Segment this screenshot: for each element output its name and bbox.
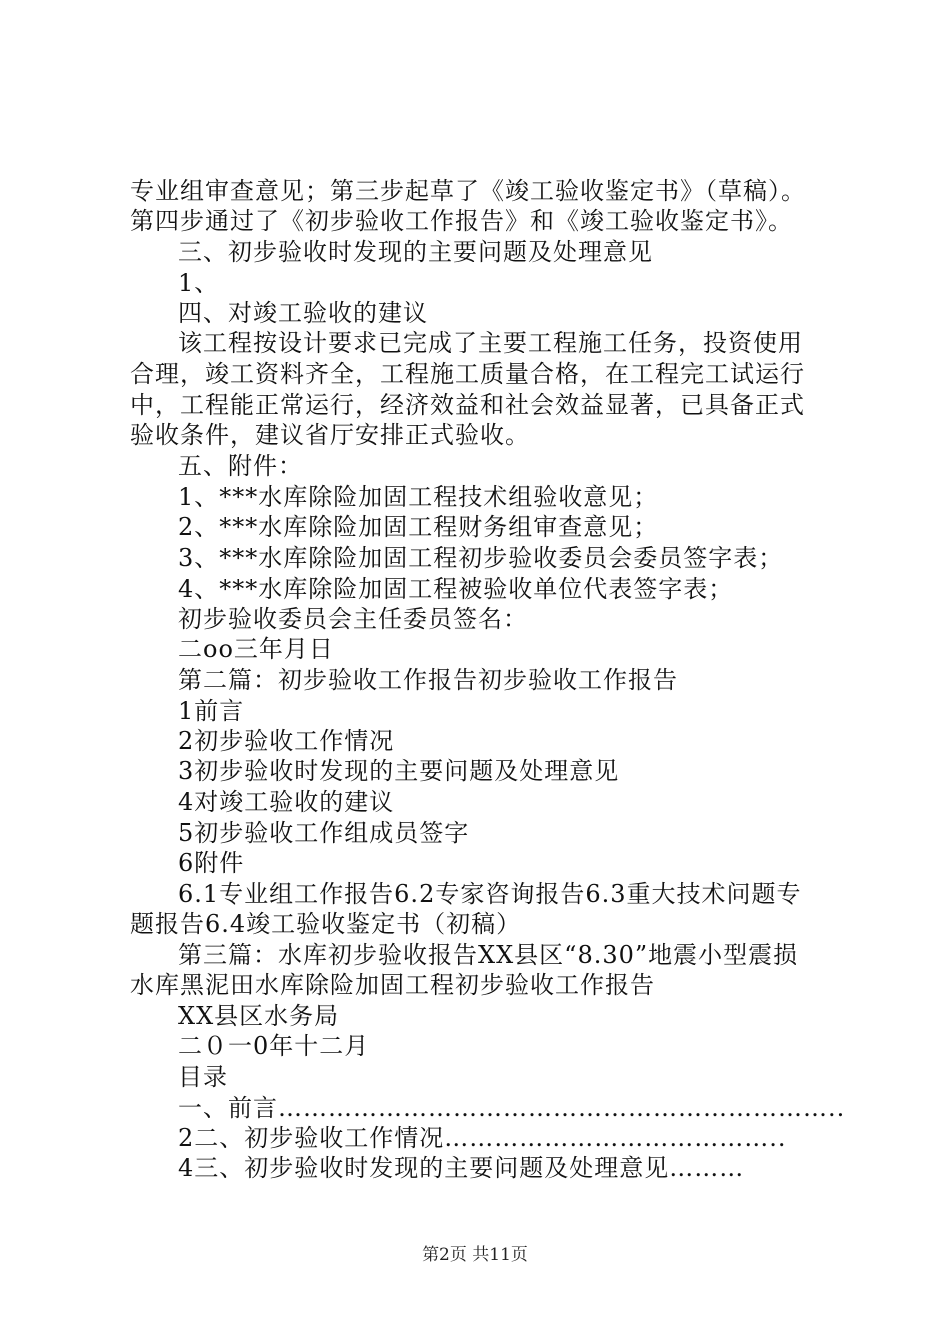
text-line: 1、 [178,269,220,297]
list-item: 6附件 [178,849,245,877]
list-item: 2、***水库除险加固工程财务组审查意见； [178,513,659,541]
text-line: 验收条件，建议省厅安排正式验收。 [130,421,530,449]
section-heading: 三、初步验收时发现的主要问题及处理意见 [178,238,653,266]
toc-item: 4三、初步验收时发现的主要问题及处理意见……… [178,1154,745,1182]
list-item: 4、***水库除险加固工程被验收单位代表签字表； [178,575,734,603]
list-item: 3初步验收时发现的主要问题及处理意见 [178,757,620,785]
list-item: 1、***水库除险加固工程技术组验收意见； [178,483,659,511]
toc-heading: 目录 [178,1063,228,1091]
text-line: XX县区水务局 [178,1002,340,1030]
text-line: 专业组审查意见；第三步起草了《竣工验收鉴定书》（草稿）。 [130,177,806,205]
text-line: 水库黑泥田水库除险加固工程初步验收工作报告 [130,971,655,999]
list-item: 6.1专业组工作报告6.2专家咨询报告6.3重大技术问题专 [178,880,802,908]
chapter-heading: 第二篇：初步验收工作报告初步验收工作报告 [178,666,678,694]
text-line: 初步验收委员会主任委员签名： [178,605,528,633]
date-line: 二oo三年月日 [178,635,334,663]
text-line: 合理，竣工资料齐全，工程施工质量合格，在工程完工试运行 [130,360,805,388]
list-item: 2初步验收工作情况 [178,727,395,755]
toc-item: 一、前言………………………………………………………….. [178,1094,846,1122]
list-item: 4对竣工验收的建议 [178,788,395,816]
text-line: 该工程按设计要求已完成了主要工程施工任务，投资使用 [178,329,803,357]
chapter-heading: 第三篇：水库初步验收报告XX县区“8.30”地震小型震损 [178,941,799,969]
section-heading: 四、对竣工验收的建议 [178,299,428,327]
text-line: 第四步通过了《初步验收工作报告》和《竣工验收鉴定书》。 [130,207,793,235]
list-item: 3、***水库除险加固工程初步验收委员会委员签字表； [178,544,784,572]
toc-item: 2二、初步验收工作情况………………………………….. [178,1124,787,1152]
date-line: 二０一0年十二月 [178,1032,370,1060]
section-heading: 五、附件： [178,452,303,480]
list-item: 1前言 [178,697,245,725]
page-number-footer: 第2页 共11页 [422,1245,528,1265]
text-line: 中，工程能正常运行，经济效益和社会效益显著，已具备正式 [130,391,805,419]
text-line: 题报告6.4竣工验收鉴定书（初稿） [130,910,522,938]
list-item: 5初步验收工作组成员签字 [178,819,470,847]
